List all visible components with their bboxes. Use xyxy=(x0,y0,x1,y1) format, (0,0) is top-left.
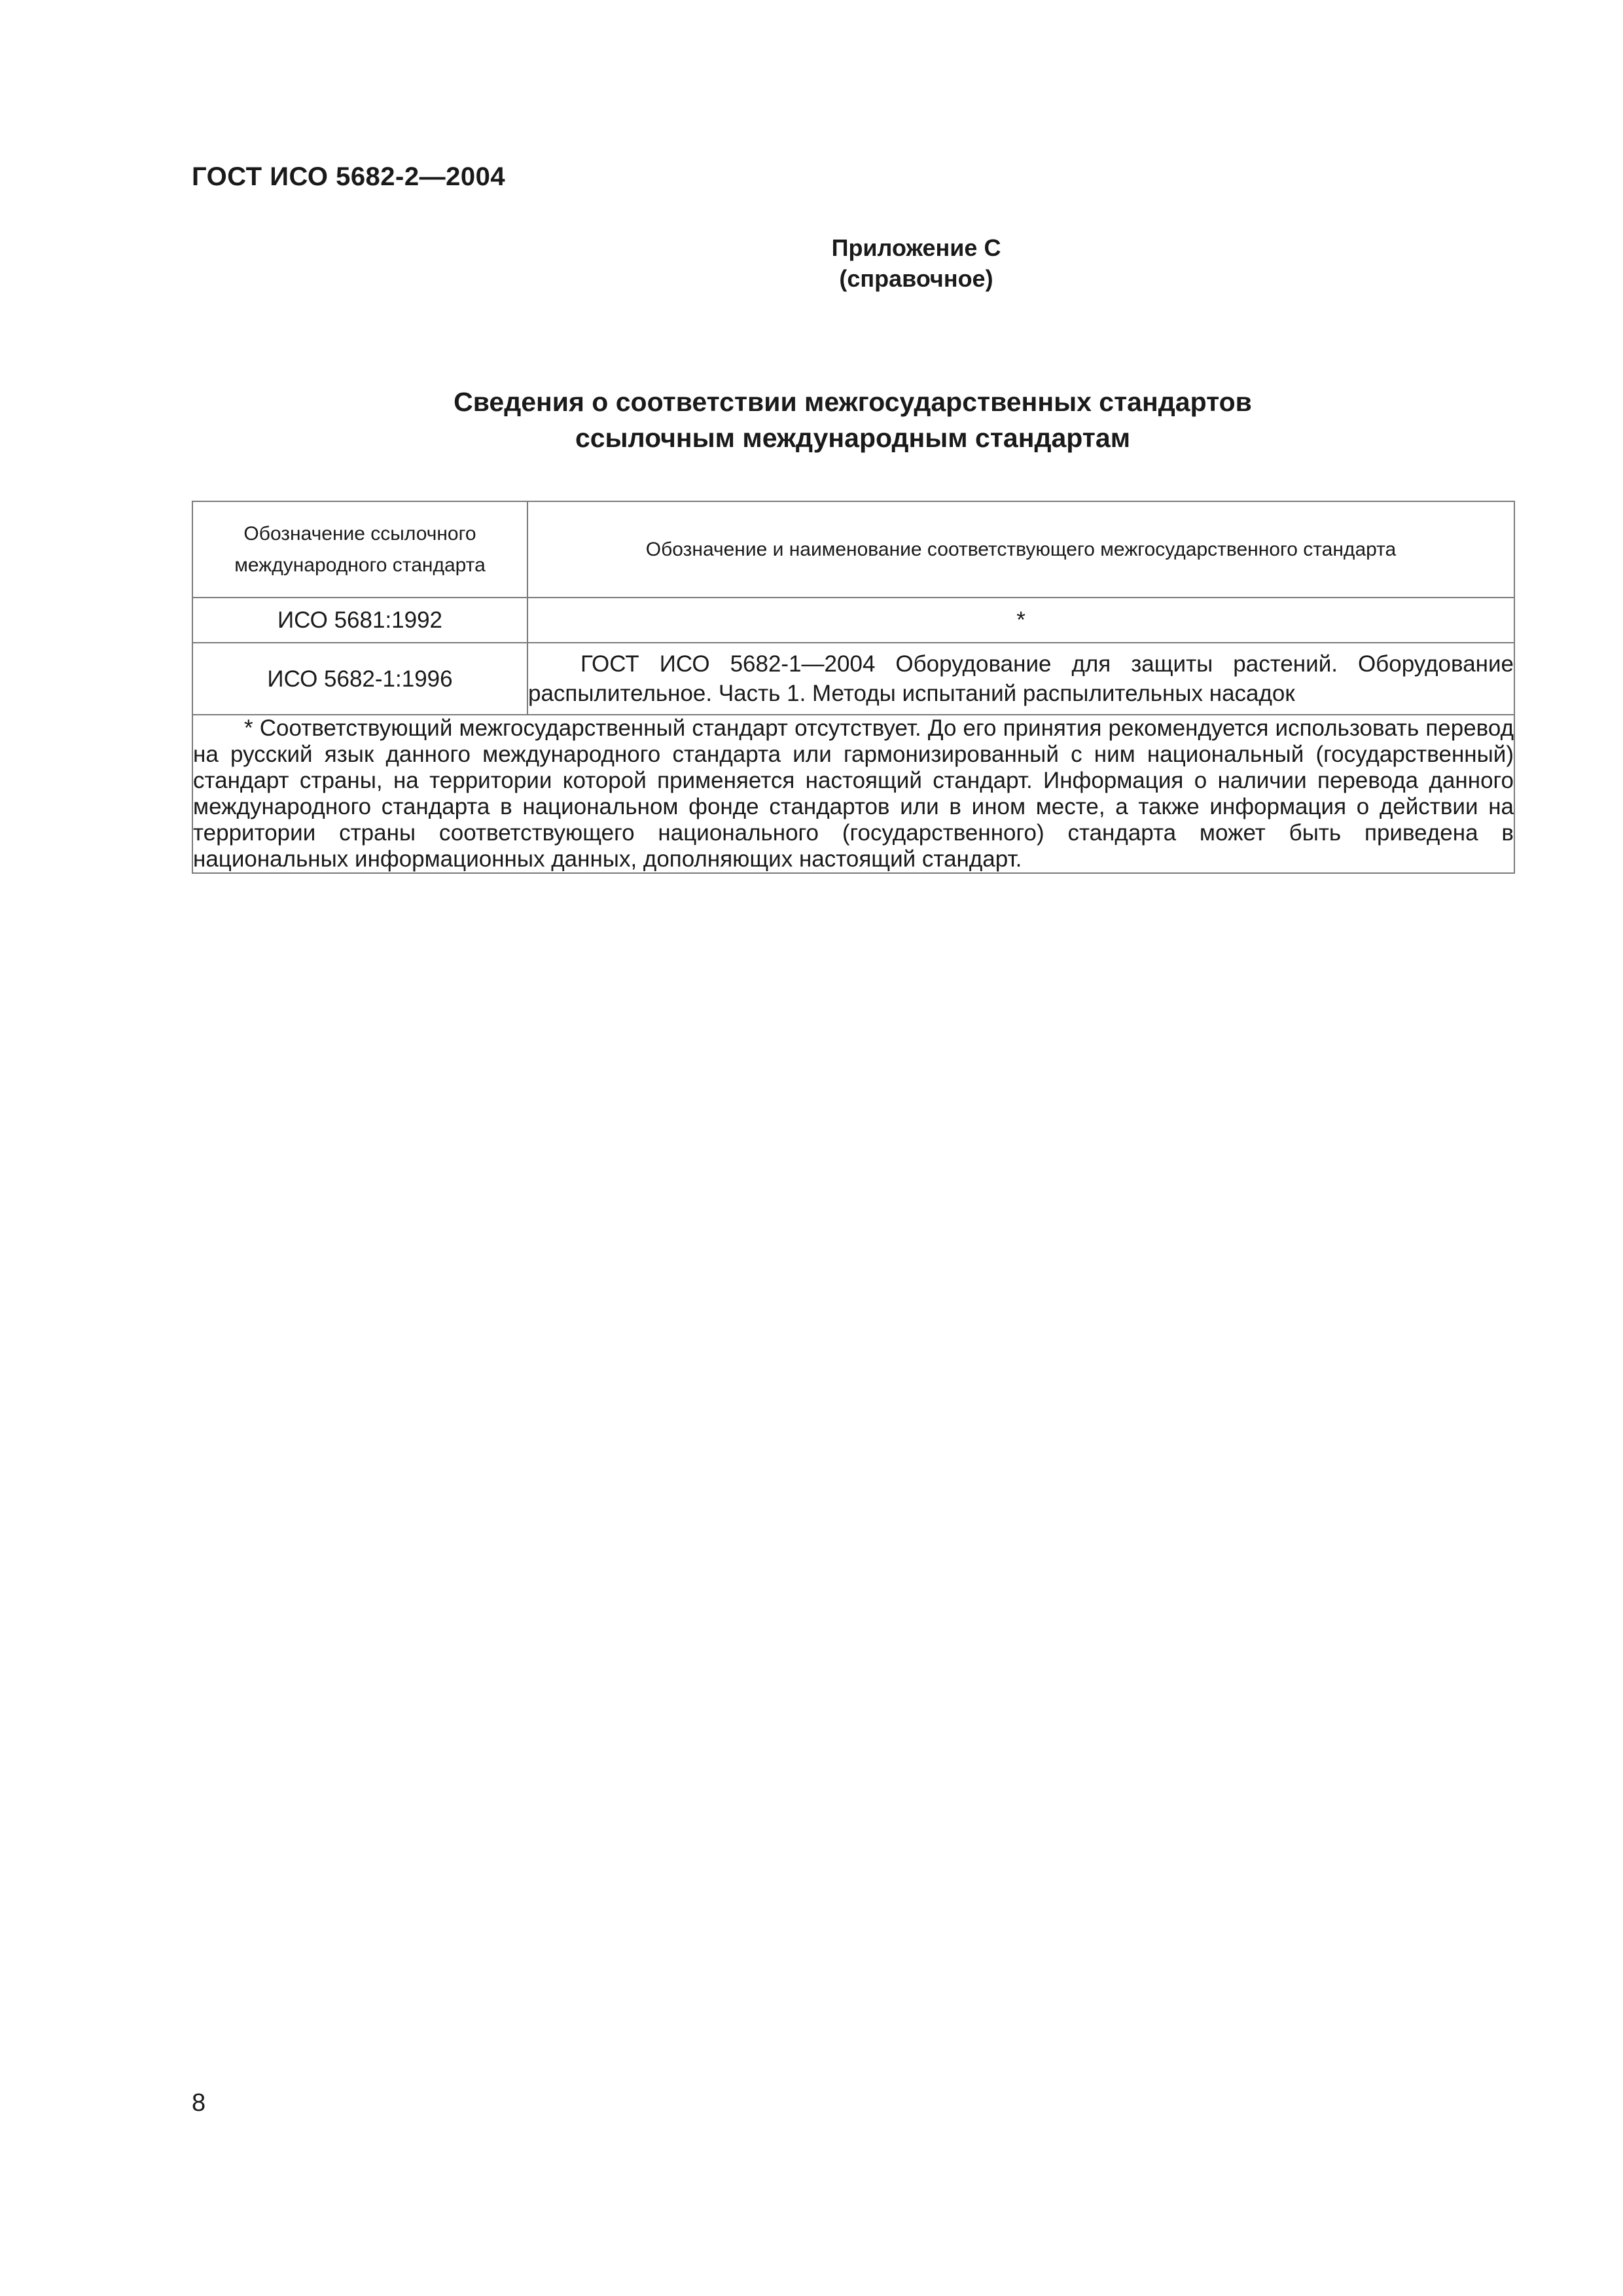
interstate-standard-cell: ГОСТ ИСО 5682-1—2004 Оборудование для защиты растений. Оборудование распылительное. Часть 1. Методы испытаний распылительных насадок xyxy=(527,643,1514,715)
table-row xyxy=(192,598,1514,643)
standards-correspondence-table xyxy=(192,501,1515,874)
column-header-reference-line-1: Обозначение ссылочного xyxy=(243,522,476,545)
appendix-label: Приложение С xyxy=(831,234,1001,261)
section-title-line-2: ссылочным международным стандартам xyxy=(575,423,1131,453)
document-code: ГОСТ ИСО 5682-2—2004 xyxy=(192,162,506,191)
appendix-status: (справочное) xyxy=(839,265,993,292)
table-header-row xyxy=(192,501,1514,598)
table-row xyxy=(192,643,1514,715)
column-header-reference-line-2: международного стандарта xyxy=(234,554,486,576)
page-number: 8 xyxy=(192,2089,206,2117)
reference-standard-cell: ИСО 5681:1992 xyxy=(192,598,527,643)
appendix-heading xyxy=(681,232,1152,294)
reference-standard-cell: ИСО 5682-1:1996 xyxy=(192,643,527,715)
table-note-row xyxy=(192,715,1514,873)
column-header-interstate-label: Обозначение и наименование соответствующего межгосударственного стандарта xyxy=(645,538,1397,560)
section-title-line-1: Сведения о соответствии межгосударственных стандартов xyxy=(454,387,1252,417)
interstate-standard-cell: * xyxy=(527,598,1514,643)
column-header-reference-standard xyxy=(192,501,527,598)
section-title xyxy=(192,384,1514,456)
table-footnote: * Соответствующий межгосударственный стандарт отсутствует. До его принятия рекомендуется использовать перевод на русский язык данного международного стандарта или гармонизированный с ним национальный (государственный) стандарт страны, на территории которой применяется настоящий стандарт. Информация о наличии перевода данного международного стандарта в национальном фонде стандартов или в ином месте, а также информация о действии на территории страны соответствующего национального (государственного) стандарта может быть приведена в национальных информационных данных, дополняющих настоящий стандарт. xyxy=(193,715,1514,872)
column-header-interstate-standard xyxy=(527,501,1514,598)
